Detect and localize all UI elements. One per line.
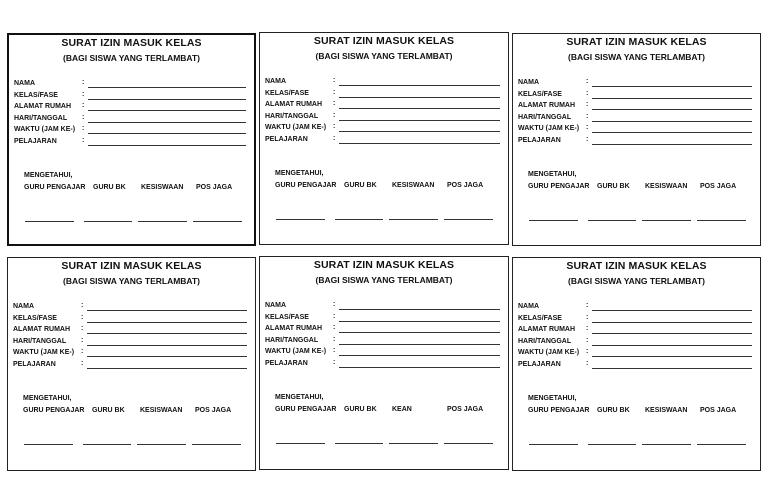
field-label: KELAS/FASE: [518, 314, 562, 322]
field-colon: :: [81, 313, 84, 321]
field-input-line[interactable]: [339, 344, 500, 345]
field-colon: :: [333, 358, 336, 366]
form-field: [518, 78, 752, 90]
form-field: [265, 112, 500, 124]
field-label: ALAMAT RUMAH: [13, 326, 71, 333]
permit-card: [259, 32, 509, 245]
signature-line[interactable]: [276, 443, 325, 444]
field-colon: :: [333, 301, 336, 308]
signatory-label: KESISWAAN: [645, 407, 688, 414]
field-colon: :: [333, 312, 336, 320]
card-title: SURAT IZIN MASUK KELAS: [61, 37, 202, 49]
form-field: [518, 124, 752, 136]
field-label: KELAS/FASE: [265, 89, 309, 97]
field-input-line[interactable]: [339, 321, 500, 322]
form-field: [14, 137, 246, 149]
field-colon: :: [81, 359, 84, 367]
field-colon: :: [82, 136, 85, 144]
field-input-line[interactable]: [88, 99, 246, 100]
field-colon: :: [586, 89, 589, 97]
field-input-line[interactable]: [339, 332, 500, 333]
card-subtitle: (BAGI SISWA YANG TERLAMBAT): [63, 53, 200, 63]
form-field: [518, 90, 752, 102]
field-label: WAKTU (JAM KE-): [265, 348, 327, 355]
form-field: [265, 89, 500, 101]
card-title: SURAT IZIN MASUK KELAS: [61, 260, 202, 272]
form-field: [265, 100, 500, 112]
signatory-label: KEAN: [392, 406, 412, 413]
form-field: [14, 79, 246, 91]
field-colon: :: [586, 348, 589, 355]
card-subtitle: (BAGI SISWA YANG TERLAMBAT): [568, 276, 705, 286]
card-title: SURAT IZIN MASUK KELAS: [313, 35, 455, 47]
field-input-line[interactable]: [339, 120, 500, 121]
signatory-label: KESISWAAN: [140, 407, 183, 414]
form-field: [518, 136, 752, 148]
signature-line[interactable]: [83, 444, 131, 445]
field-label: HARI/TANGGAL: [518, 113, 572, 121]
field-colon: :: [333, 134, 336, 142]
field-label: KELAS/FASE: [518, 90, 562, 98]
signature-line[interactable]: [697, 220, 746, 221]
field-input-line[interactable]: [88, 133, 246, 134]
signatory-label: POS JAGA: [447, 182, 484, 189]
card-subtitle: (BAGI SISWA YANG TERLAMBAT): [315, 275, 453, 285]
field-label: KELAS/FASE: [265, 313, 309, 321]
signature-line[interactable]: [697, 444, 746, 445]
field-input-line[interactable]: [87, 333, 247, 334]
signatory-label: GURU BK: [597, 407, 630, 414]
field-colon: :: [82, 113, 85, 121]
form-field: [265, 347, 500, 359]
field-input-line[interactable]: [87, 322, 247, 323]
signature-line[interactable]: [444, 219, 493, 220]
form-field: [14, 125, 246, 137]
form-field: [518, 325, 752, 337]
field-colon: :: [586, 135, 589, 143]
signature-line[interactable]: [335, 219, 383, 220]
form-field: [14, 91, 246, 103]
field-input-line[interactable]: [592, 86, 752, 87]
field-colon: :: [81, 336, 84, 344]
field-input-line[interactable]: [592, 345, 752, 346]
permit-card: [512, 33, 761, 246]
form-field: [14, 114, 246, 126]
field-input-line[interactable]: [592, 322, 752, 323]
signatory-label: POS JAGA: [447, 406, 484, 413]
field-input-line[interactable]: [88, 122, 246, 123]
signature-line[interactable]: [529, 220, 578, 221]
field-input-line[interactable]: [339, 367, 500, 368]
card-title: SURAT IZIN MASUK KELAS: [313, 259, 455, 271]
field-label: HARI/TANGGAL: [265, 336, 319, 344]
signature-line[interactable]: [588, 444, 636, 445]
card-title: SURAT IZIN MASUK KELAS: [566, 260, 707, 272]
form-field: [265, 135, 500, 147]
field-input-line[interactable]: [87, 356, 247, 357]
field-input-line[interactable]: [339, 143, 500, 144]
acknowledged-label: MENGETAHUI,: [275, 170, 324, 177]
field-input-line[interactable]: [88, 110, 246, 111]
form-field: [518, 101, 752, 113]
field-colon: :: [333, 347, 336, 354]
field-list: [518, 302, 752, 371]
field-input-line[interactable]: [592, 98, 752, 99]
field-input-line[interactable]: [87, 345, 247, 346]
field-colon: :: [333, 324, 336, 331]
field-input-line[interactable]: [87, 368, 247, 369]
field-input-line[interactable]: [339, 355, 500, 356]
acknowledged-label: MENGETAHUI,: [24, 172, 73, 179]
field-label: PELAJARAN: [265, 359, 308, 367]
field-colon: :: [586, 325, 589, 332]
signature-line[interactable]: [138, 221, 187, 222]
signature-line[interactable]: [193, 221, 242, 222]
signatory-label: POS JAGA: [196, 184, 233, 191]
field-label: ALAMAT RUMAH: [518, 102, 576, 109]
signatory-label: KESISWAAN: [645, 183, 688, 190]
card-title: SURAT IZIN MASUK KELAS: [566, 36, 707, 48]
field-label: PELAJARAN: [265, 135, 308, 143]
field-input-line[interactable]: [592, 333, 752, 334]
form-field: [13, 302, 247, 314]
field-input-line[interactable]: [592, 132, 752, 133]
form-field: [13, 337, 247, 349]
signatory-label: GURU PENGAJAR: [528, 407, 590, 414]
signatory-label: POS JAGA: [700, 183, 737, 190]
form-field: [265, 313, 500, 325]
form-field: [518, 314, 752, 326]
acknowledged-label: MENGETAHUI,: [528, 395, 577, 402]
field-list: [265, 77, 500, 146]
field-label: NAMA: [518, 79, 539, 86]
signatory-label: GURU BK: [344, 182, 377, 189]
field-colon: :: [333, 88, 336, 96]
field-label: PELAJARAN: [518, 136, 561, 144]
signature-line[interactable]: [389, 443, 438, 444]
field-colon: :: [586, 124, 589, 131]
field-label: WAKTU (JAM KE-): [14, 126, 76, 133]
field-label: KELAS/FASE: [13, 314, 57, 322]
acknowledged-label: MENGETAHUI,: [275, 394, 324, 401]
field-colon: :: [82, 79, 85, 86]
field-label: PELAJARAN: [14, 137, 57, 145]
field-input-line[interactable]: [592, 121, 752, 122]
field-colon: :: [81, 348, 84, 355]
field-list: [13, 302, 247, 371]
signatory-label: GURU BK: [597, 183, 630, 190]
signature-line[interactable]: [25, 221, 74, 222]
field-label: NAMA: [13, 303, 34, 310]
field-colon: :: [82, 125, 85, 132]
form-field: [265, 324, 500, 336]
field-colon: :: [586, 302, 589, 309]
form-field: [13, 348, 247, 360]
form-field: [265, 77, 500, 89]
form-field: [265, 301, 500, 313]
field-colon: :: [333, 335, 336, 343]
signature-line[interactable]: [444, 443, 493, 444]
field-label: NAMA: [518, 303, 539, 310]
form-field: [14, 102, 246, 114]
form-field: [13, 360, 247, 372]
permit-card: [7, 257, 256, 471]
signature-line[interactable]: [588, 220, 636, 221]
form-field: [518, 360, 752, 372]
field-list: [518, 78, 752, 147]
signature-line[interactable]: [642, 444, 691, 445]
signatory-label: GURU PENGAJAR: [24, 184, 86, 191]
field-colon: :: [333, 111, 336, 119]
form-field: [13, 325, 247, 337]
field-colon: :: [333, 77, 336, 84]
acknowledged-label: MENGETAHUI,: [23, 395, 72, 402]
signatory-label: KESISWAAN: [141, 184, 184, 191]
field-label: HARI/TANGGAL: [265, 112, 319, 120]
field-label: WAKTU (JAM KE-): [13, 349, 75, 356]
field-label: WAKTU (JAM KE-): [518, 125, 580, 132]
field-label: ALAMAT RUMAH: [14, 103, 72, 110]
field-input-line[interactable]: [339, 108, 500, 109]
signatory-label: GURU PENGAJAR: [23, 407, 85, 414]
form-field: [265, 123, 500, 135]
signature-line[interactable]: [276, 219, 325, 220]
field-label: PELAJARAN: [518, 360, 561, 368]
signature-line[interactable]: [389, 219, 438, 220]
field-input-line[interactable]: [88, 87, 246, 88]
field-colon: :: [586, 359, 589, 367]
field-colon: :: [81, 302, 84, 309]
field-label: PELAJARAN: [13, 360, 56, 368]
signature-line[interactable]: [529, 444, 578, 445]
field-input-line[interactable]: [88, 145, 246, 146]
field-input-line[interactable]: [592, 144, 752, 145]
field-colon: :: [586, 313, 589, 321]
field-label: NAMA: [265, 78, 286, 85]
form-field: [265, 359, 500, 371]
permit-card: [512, 257, 761, 471]
acknowledged-label: MENGETAHUI,: [528, 171, 577, 178]
permit-card: [7, 33, 256, 246]
field-label: WAKTU (JAM KE-): [265, 124, 327, 131]
field-input-line[interactable]: [339, 97, 500, 98]
signature-line[interactable]: [24, 444, 73, 445]
signatory-label: GURU BK: [344, 406, 377, 413]
signature-line[interactable]: [137, 444, 186, 445]
field-input-line[interactable]: [339, 309, 500, 310]
signatory-label: GURU PENGAJAR: [528, 183, 590, 190]
form-field: [518, 113, 752, 125]
field-colon: :: [81, 325, 84, 332]
field-label: HARI/TANGGAL: [14, 114, 68, 122]
signatory-label: GURU PENGAJAR: [275, 406, 337, 413]
field-input-line[interactable]: [592, 109, 752, 110]
field-colon: :: [82, 102, 85, 109]
form-field: [518, 348, 752, 360]
field-input-line[interactable]: [592, 310, 752, 311]
card-subtitle: (BAGI SISWA YANG TERLAMBAT): [63, 276, 200, 286]
signatory-label: KESISWAAN: [392, 182, 435, 189]
field-label: ALAMAT RUMAH: [518, 326, 576, 333]
field-label: ALAMAT RUMAH: [265, 325, 323, 332]
signature-line[interactable]: [335, 443, 383, 444]
field-label: HARI/TANGGAL: [13, 337, 67, 345]
signature-line[interactable]: [642, 220, 691, 221]
field-input-line[interactable]: [592, 356, 752, 357]
form-field: [265, 336, 500, 348]
signatory-label: GURU BK: [93, 184, 126, 191]
field-colon: :: [586, 112, 589, 120]
field-label: NAMA: [14, 80, 35, 87]
field-colon: :: [586, 336, 589, 344]
signatory-label: GURU PENGAJAR: [275, 182, 337, 189]
field-colon: :: [333, 123, 336, 130]
field-label: NAMA: [265, 302, 286, 309]
field-label: ALAMAT RUMAH: [265, 101, 323, 108]
field-list: [14, 79, 246, 148]
signature-line[interactable]: [84, 221, 132, 222]
card-subtitle: (BAGI SISWA YANG TERLAMBAT): [568, 52, 705, 62]
form-field: [13, 314, 247, 326]
field-list: [265, 301, 500, 370]
form-field: [518, 337, 752, 349]
field-label: KELAS/FASE: [14, 91, 58, 99]
card-subtitle: (BAGI SISWA YANG TERLAMBAT): [315, 51, 453, 61]
signature-line[interactable]: [192, 444, 241, 445]
field-colon: :: [333, 100, 336, 107]
field-input-line[interactable]: [592, 368, 752, 369]
field-colon: :: [586, 78, 589, 85]
signatory-label: POS JAGA: [700, 407, 737, 414]
field-colon: :: [82, 90, 85, 98]
field-input-line[interactable]: [339, 85, 500, 86]
field-label: HARI/TANGGAL: [518, 337, 572, 345]
form-field: [518, 302, 752, 314]
field-input-line[interactable]: [87, 310, 247, 311]
permit-card: [259, 256, 509, 470]
field-label: WAKTU (JAM KE-): [518, 349, 580, 356]
field-input-line[interactable]: [339, 131, 500, 132]
field-colon: :: [586, 101, 589, 108]
signatory-label: POS JAGA: [195, 407, 232, 414]
signatory-label: GURU BK: [92, 407, 125, 414]
